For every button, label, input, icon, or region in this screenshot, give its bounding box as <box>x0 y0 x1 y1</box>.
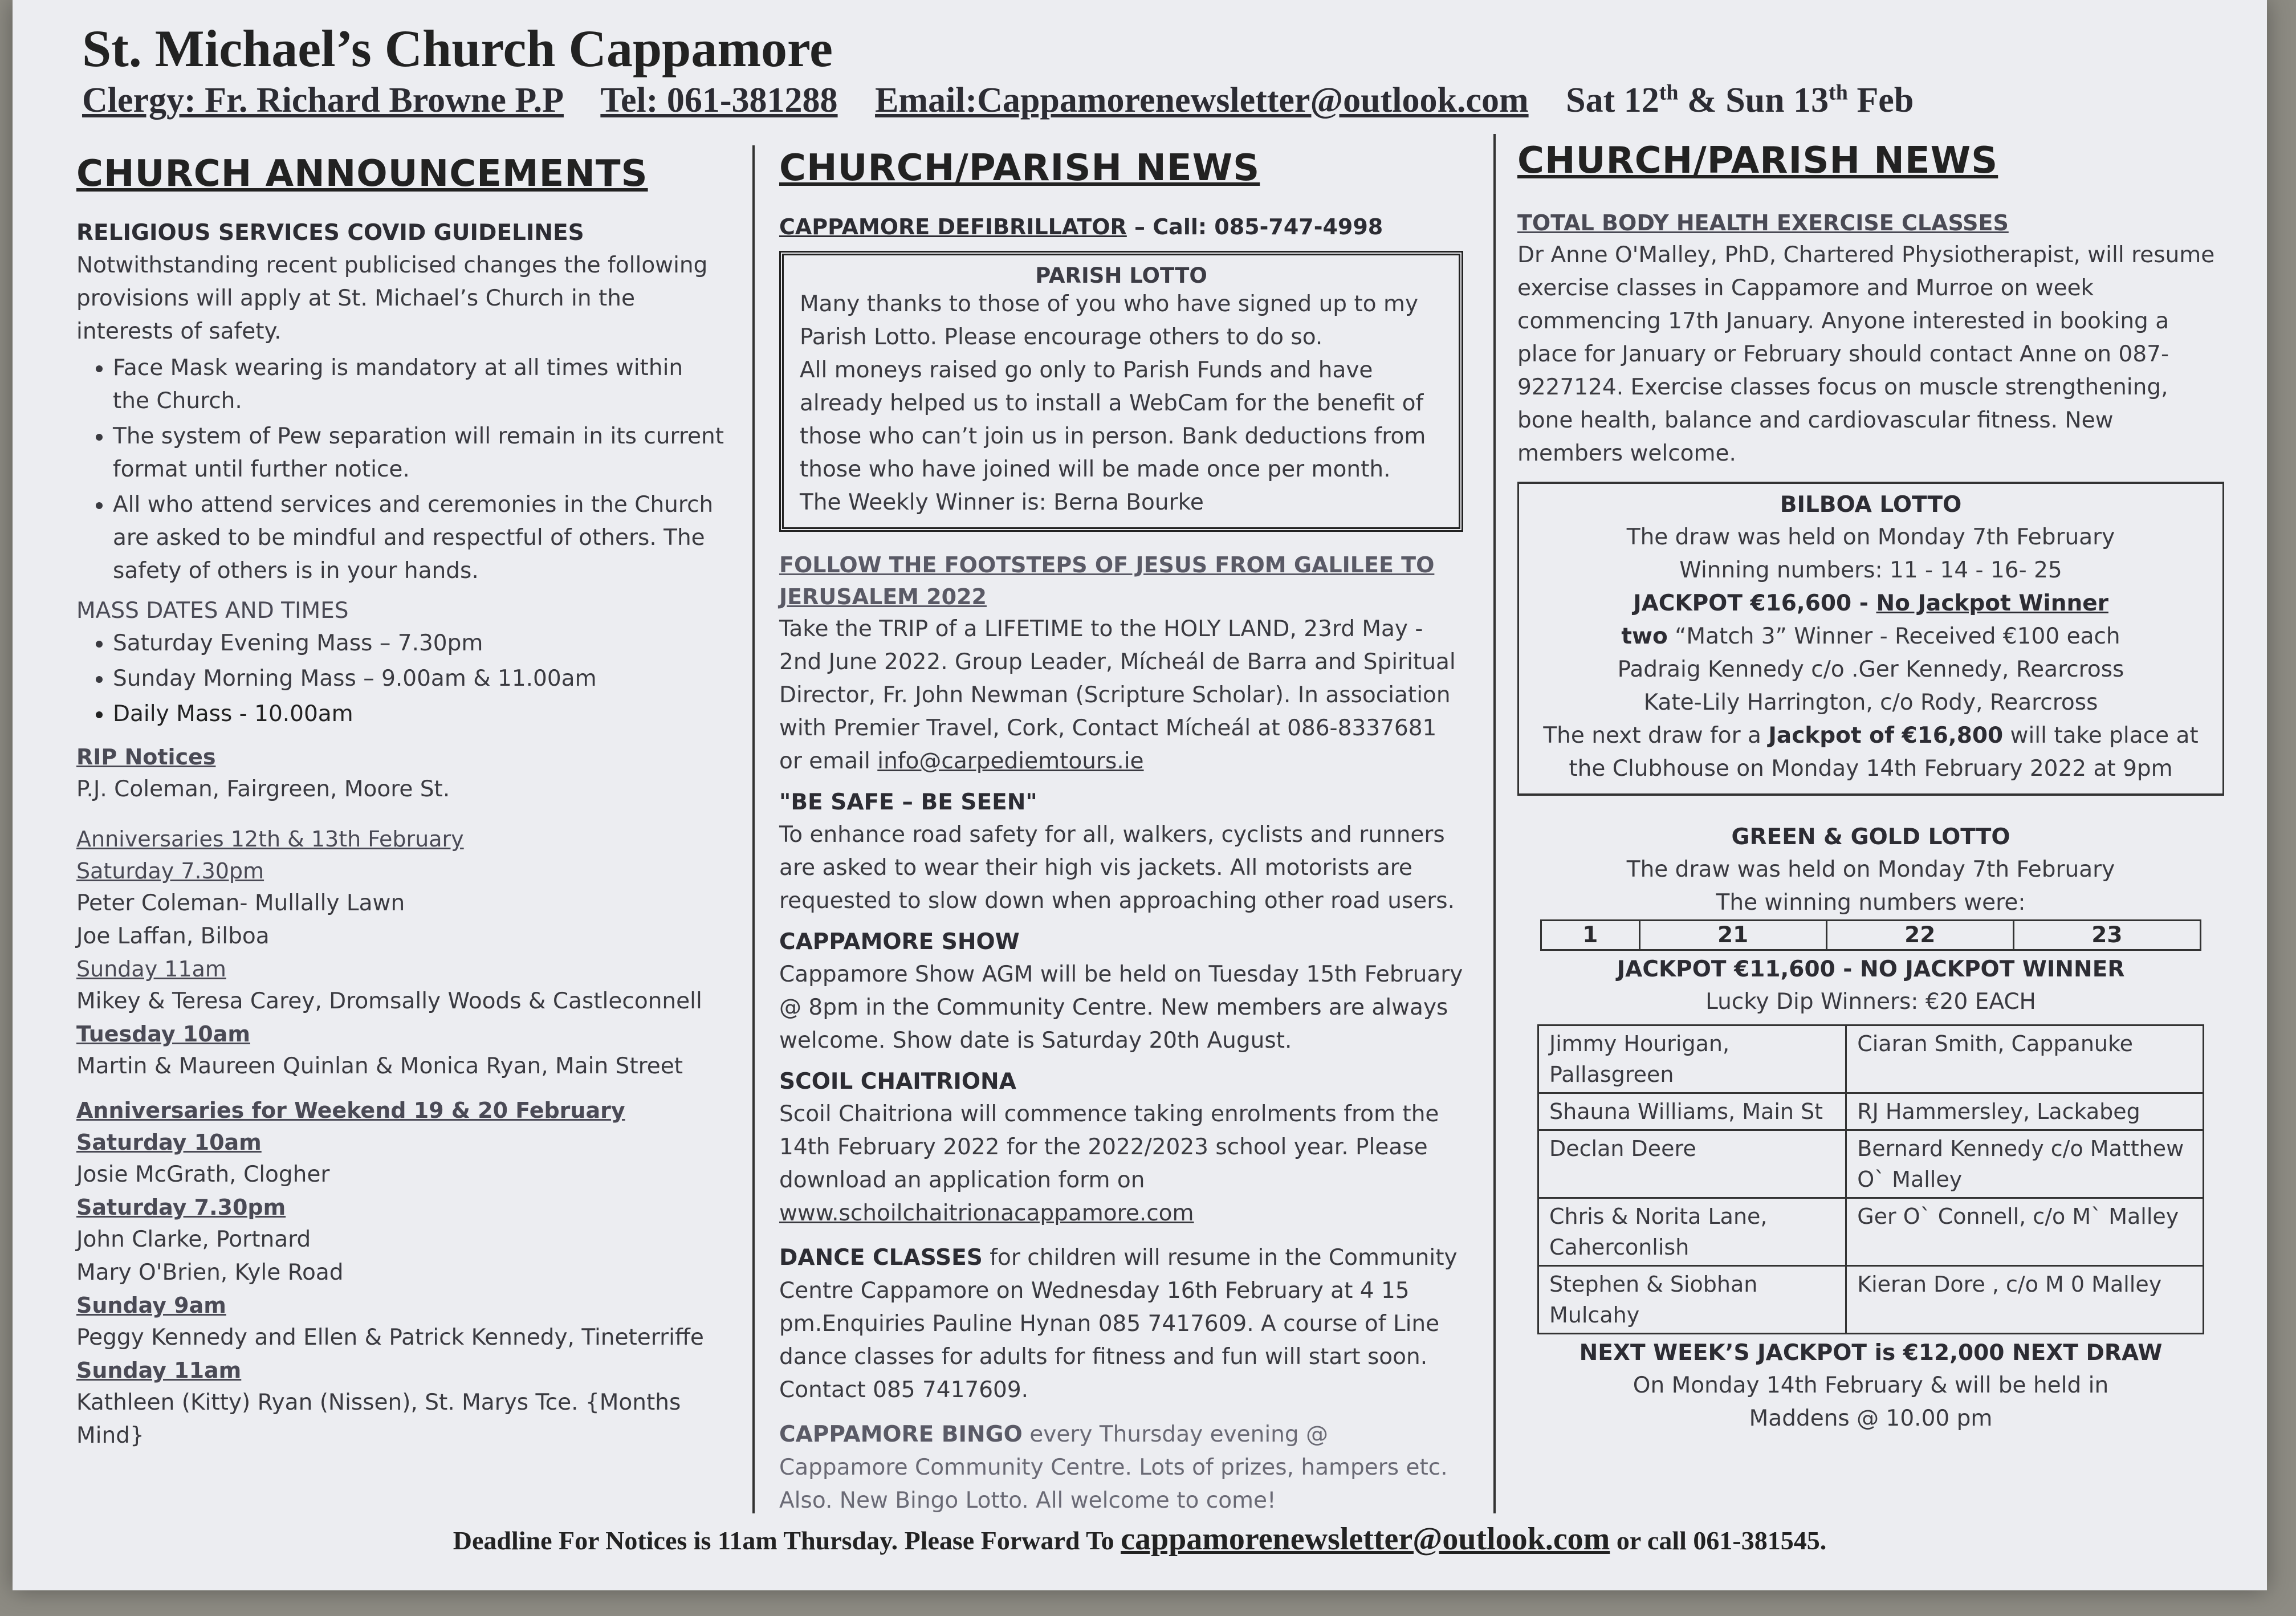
bilboa-match3: two “Match 3” Winner - Received €100 each <box>1621 624 2120 649</box>
green-gold-draw-date: The draw was held on Monday 7th February <box>1626 857 2115 882</box>
bilboa-numbers: Winning numbers: 11 - 14 - 16- 25 <box>1679 557 2062 583</box>
list-item: • The system of Pew separation will remain in its current format until further notice. <box>113 420 726 486</box>
footer-email-link[interactable]: cappamorenewsletter@outlook.com <box>1121 1521 1610 1557</box>
parish-lotto-text: All moneys raised go only to Parish Funds and have already helped us to install a WebCam for the benefit of those who can’t join us in person. Bank deductions from those who have joined will be made once per month. <box>800 357 1426 482</box>
anniversary-entry: Martin & Maureen Quinlan & Monica Ryan, Main Street <box>76 1053 683 1079</box>
bilboa-winner: Kate-Lily Harrington, c/o Rody, Rearcross <box>1643 690 2098 715</box>
email-link[interactable]: info@carpediemtours.ie <box>877 748 1144 774</box>
anniversary-entry: Mary O'Brien, Kyle Road <box>76 1260 344 1285</box>
anniversary-entry: John Clarke, Portnard <box>76 1227 311 1252</box>
school-website-link[interactable]: www.schoilchaitrionacappamore.com <box>779 1200 1194 1226</box>
winning-number: 23 <box>2013 921 2200 950</box>
column-parish-news <box>779 147 1463 1517</box>
list-item: • Saturday Evening Mass – 7.30pm <box>113 627 726 660</box>
winner-cell: Shauna Williams, Main St <box>1538 1093 1846 1130</box>
bilboa-winner: Padraig Kennedy c/o .Ger Kennedy, Rearcross <box>1617 657 2124 682</box>
green-gold-lotto-title: GREEN & GOLD LOTTO <box>1731 824 2010 850</box>
next-jackpot: NEXT WEEK’S JACKPOT is €12,000 NEXT DRAW <box>1579 1340 2163 1366</box>
parish-lotto-winner: The Weekly Winner is: Berna Bourke <box>800 490 1204 515</box>
bilboa-jackpot: JACKPOT €16,600 - No Jackpot Winner <box>1633 591 2108 616</box>
schedule-label: Saturday 7.30pm <box>76 858 264 884</box>
dance-contact: Contact 085 7417609. <box>779 1377 1029 1403</box>
schedule-label: Saturday 7.30pm <box>76 1195 286 1220</box>
email-address[interactable]: Email:Cappamorenewsletter@outlook.com <box>875 80 1529 120</box>
table-row <box>1538 1093 2204 1130</box>
mass-times-title: MASS DATES AND TIMES <box>76 598 349 624</box>
newsletter-title: St. Michael’s Church Cappamore <box>82 19 833 78</box>
parish-lotto-title: PARISH LOTTO <box>1035 263 1207 288</box>
scoil-chaitriona-text: Scoil Chaitriona will commence taking enrolments from the 14th February 2022 for the 2022/2023 school year. Please download an application form on www.schoilchaitrionacappamore.com <box>779 1101 1439 1226</box>
anniversary-entry: Kathleen (Kitty) Ryan (Nissen), St. Marys Tce. {Months Mind} <box>76 1390 681 1448</box>
clergy-info: Clergy: Fr. Richard Browne P.P <box>82 80 564 120</box>
lucky-dip-table <box>1537 1024 2204 1334</box>
parish-lotto-text: Many thanks to those of you who have signed up to my Parish Lotto. Please encourage others to do so. <box>800 291 1419 350</box>
bilboa-lotto-box <box>1517 482 2224 796</box>
winning-number: 1 <box>1541 921 1640 950</box>
newsletter-sheet <box>13 0 2267 1590</box>
exercise-classes-title: TOTAL BODY HEALTH EXERCISE CLASSES <box>1517 210 2009 235</box>
winner-cell: Declan Deere <box>1538 1130 1846 1198</box>
holy-land-text: Take the TRIP of a LIFETIME to the HOLY LAND, 23rd May - 2nd June 2022. Group Leader, Mícheál de Barra and Spiritual Director, Fr. John Newman (Scripture Scholar). In association with Premier Travel, Cork, Contact Mícheál at 086-8337681 or email info@carpediemtours.ie <box>779 616 1456 774</box>
rip-text: P.J. Coleman, Fairgreen, Moore St. <box>76 776 450 802</box>
defibrillator-line: CAPPAMORE DEFIBRILLATOR – Call: 085-747-4998 <box>779 214 1383 239</box>
winning-numbers-table <box>1540 919 2201 951</box>
covid-intro: Notwithstanding recent publicised changes the following provisions will apply at St. Michael’s Church in the interests of safety. <box>76 253 708 344</box>
winning-number: 22 <box>1826 921 2013 950</box>
table-row <box>1538 1025 2204 1093</box>
anniversary-entry: Peggy Kennedy and Ellen & Patrick Kennedy, Tineterriffe <box>76 1325 704 1350</box>
scoil-chaitriona-title: SCOIL CHAITRIONA <box>779 1069 1016 1094</box>
bingo-text: CAPPAMORE BINGO every Thursday evening @ Cappamore Community Centre. Lots of prizes, hampers etc. Also. New Bingo Lotto. All welcome to come! <box>779 1422 1448 1513</box>
anniversaries-title: Anniversaries for Weekend 19 & 20 February <box>76 1098 625 1123</box>
section-heading: CHURCH ANNOUNCEMENTS <box>76 153 648 195</box>
anniversary-entry: Peter Coleman- Mullally Lawn <box>76 890 405 916</box>
winner-cell: Ciaran Smith, Cappanuke <box>1846 1025 2204 1093</box>
newsletter-date: Sat 12th & Sun 13th Feb <box>1566 80 1914 120</box>
cappamore-show-text: Cappamore Show AGM will be held on Tuesday 15th February @ 8pm in the Community Centre. New members are always welcome. Show date is Saturday 20th August. <box>779 962 1463 1053</box>
be-safe-text: To enhance road safety for all, walkers, cyclists and runners are asked to wear their high vis jackets. All motorists are requested to slow down when approaching other road users. <box>779 822 1455 914</box>
anniversary-entry: Mikey & Teresa Carey, Dromsally Woods & Castleconnell <box>76 988 702 1014</box>
bilboa-next-draw: The next draw for a Jackpot of €16,800 will take place at the Clubhouse on Monday 14th February 2022 at 9pm <box>1543 723 2199 781</box>
anniversaries-title: Anniversaries 12th & 13th February <box>76 827 464 852</box>
anniversary-entry: Josie McGrath, Clogher <box>76 1162 330 1187</box>
mass-list <box>76 627 726 731</box>
section-heading: CHURCH/PARISH NEWS <box>1517 140 1998 182</box>
list-item: • All who attend services and ceremonies in the Church are asked to be mindful and respectful of others. The safety of others is in your hands. <box>113 489 726 588</box>
list-item: • Daily Mass - 10.00am <box>113 698 726 731</box>
list-item: • Face Mask wearing is mandatory at all times within the Church. <box>113 352 726 418</box>
parish-lotto-box <box>779 251 1463 532</box>
bilboa-lotto-title: BILBOA LOTTO <box>1780 492 1962 518</box>
covid-list <box>76 352 726 588</box>
holy-land-title: FOLLOW THE FOOTSTEPS OF JESUS FROM GALILEE TO JERUSALEM 2022 <box>779 552 1435 609</box>
schedule-label: Saturday 10am <box>76 1130 262 1155</box>
bilboa-draw-date: The draw was held on Monday 7th February <box>1626 524 2115 550</box>
next-draw-details: On Monday 14th February & will be held in Maddens @ 10.00 pm <box>1633 1373 2109 1431</box>
schedule-label: Sunday 9am <box>76 1293 226 1318</box>
winner-cell: Chris & Norita Lane, Caherconlish <box>1538 1198 1846 1266</box>
column-parish-news-2 <box>1517 140 2224 1435</box>
be-safe-title: "BE SAFE – BE SEEN" <box>779 789 1037 815</box>
exercise-classes-text: Dr Anne O'Malley, PhD, Chartered Physiotherapist, will resume exercise classes in Cappamore and Murroe on week commencing 17th January. Anyone interested in booking a place for January or February should contact Anne on 087-9227124. Exercise classes focus on muscle strengthening, bone health, balance and cardiovascular fitness. New members welcome. <box>1517 242 2215 466</box>
newsletter-header-line <box>82 80 2203 121</box>
footer-deadline: Deadline For Notices is 11am Thursday. Please Forward To cappamorenewsletter@outlook.com or call 061-381545. <box>453 1521 1827 1557</box>
winner-cell: Kieran Dore , c/o M 0 Malley <box>1846 1266 2204 1334</box>
lucky-dip-label: Lucky Dip Winners: €20 EACH <box>1705 989 2036 1015</box>
schedule-label: Sunday 11am <box>76 1358 242 1383</box>
winner-cell: Stephen & Siobhan Mulcahy <box>1538 1266 1846 1334</box>
table-row <box>1538 1266 2204 1334</box>
winner-cell: Jimmy Hourigan, Pallasgreen <box>1538 1025 1846 1093</box>
telephone: Tel: 061-381288 <box>600 80 838 120</box>
green-gold-jackpot: JACKPOT €11,600 - NO JACKPOT WINNER <box>1617 956 2125 982</box>
table-row <box>1538 1198 2204 1266</box>
winner-cell: Ger O` Connell, c/o M` Malley <box>1846 1198 2204 1266</box>
column-announcements <box>76 153 726 1452</box>
cappamore-show-title: CAPPAMORE SHOW <box>779 929 1020 955</box>
dance-classes-text: DANCE CLASSES for children will resume in the Community Centre Cappamore on Wednesday 16th February at 4 15 pm.Enquiries Pauline Hynan 085 7417609. A course of Line dance classes for adults for fitness and fun will start soon. <box>779 1245 1458 1370</box>
anniversary-entry: Joe Laffan, Bilboa <box>76 923 270 949</box>
covid-guidelines-title: RELIGIOUS SERVICES COVID GUIDELINES <box>76 220 584 246</box>
winner-cell: Bernard Kennedy c/o Matthew O` Malley <box>1846 1130 2204 1198</box>
winning-number: 21 <box>1639 921 1826 950</box>
winner-cell: RJ Hammersley, Lackabeg <box>1846 1093 2204 1130</box>
rip-title: RIP Notices <box>76 744 216 770</box>
column-divider-2 <box>1493 134 1496 1513</box>
schedule-label: Sunday 11am <box>76 956 226 982</box>
schedule-label: Tuesday 10am <box>76 1021 250 1047</box>
column-divider-1 <box>752 145 755 1513</box>
list-item: • Sunday Morning Mass – 9.00am & 11.00am <box>113 662 726 695</box>
section-heading: CHURCH/PARISH NEWS <box>779 147 1260 189</box>
table-row <box>1538 1130 2204 1198</box>
green-gold-numbers-label: The winning numbers were: <box>1716 890 2026 915</box>
